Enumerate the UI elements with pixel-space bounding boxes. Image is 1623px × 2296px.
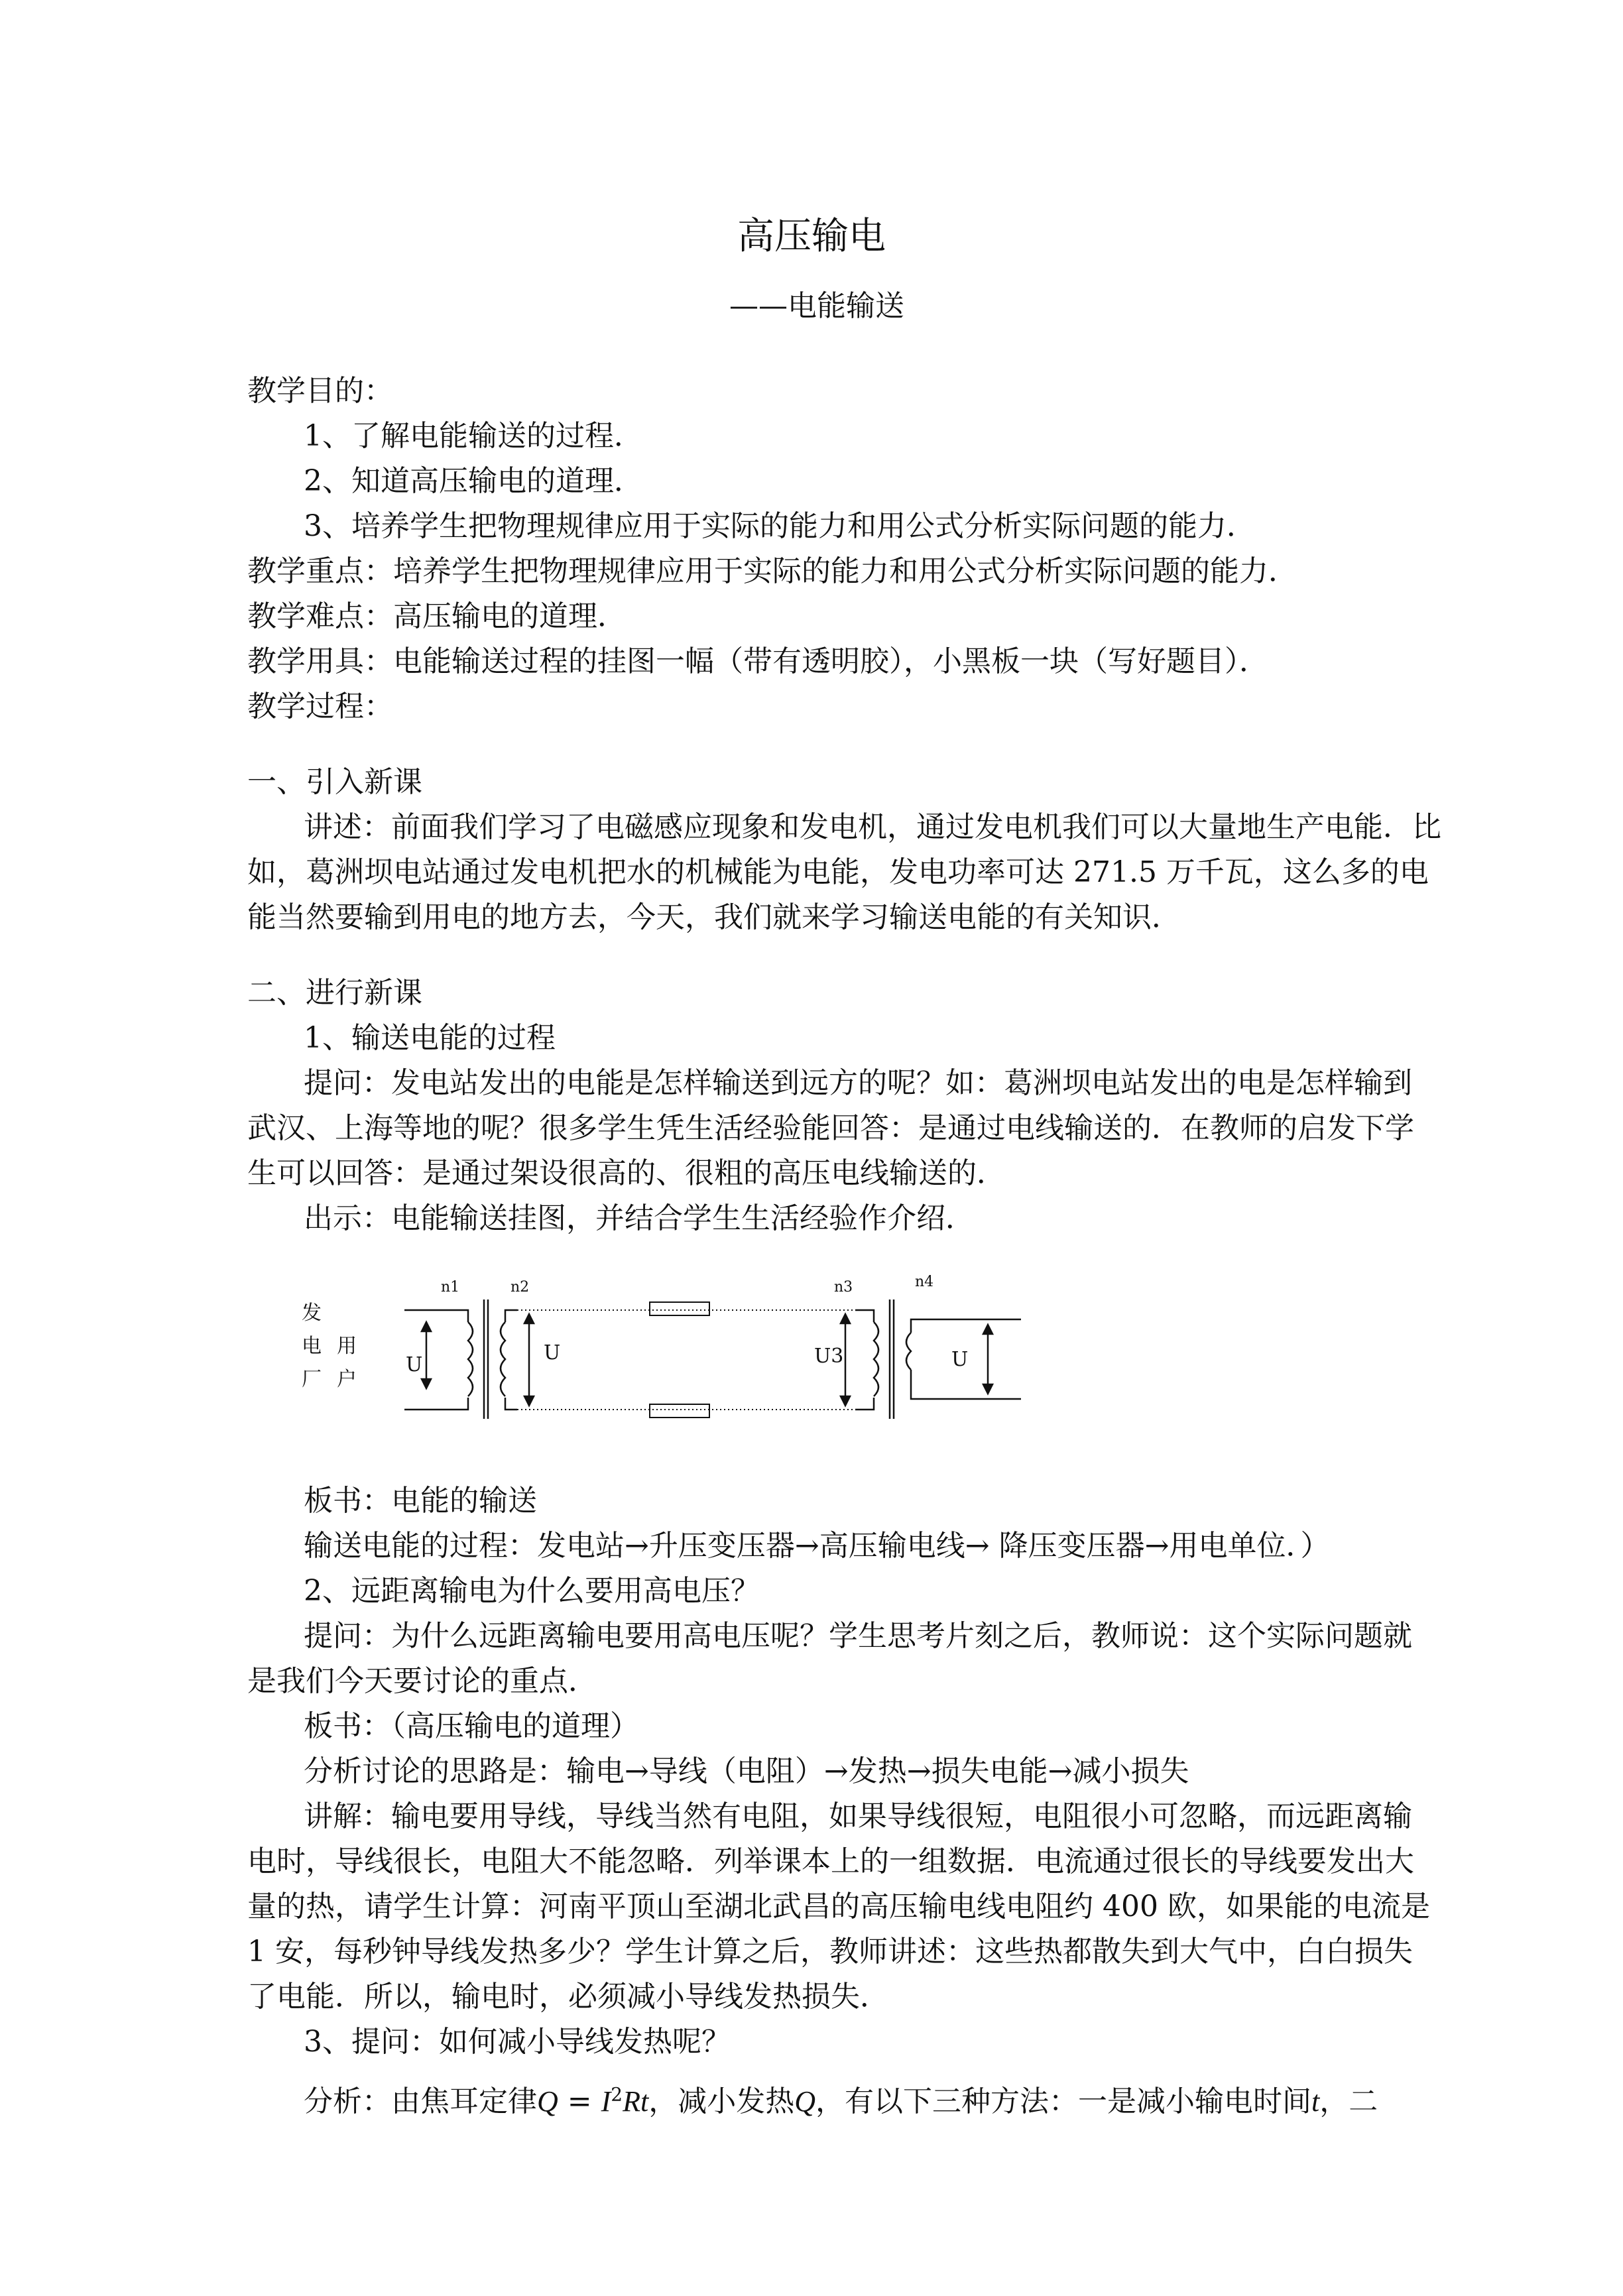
plant-label-2: 电 bbox=[302, 1335, 322, 1358]
resistor-top bbox=[650, 1302, 709, 1315]
paragraph-line: 1 安，每秒钟导线发热多少？学生计算之后，教师讲述：这些热都散失到大气中，白白损失 bbox=[247, 1935, 1413, 1968]
subsection-title: 1、输送电能的过程 bbox=[304, 1021, 556, 1055]
secondary-coil bbox=[906, 1333, 911, 1370]
secondary-wire-top bbox=[911, 1319, 1021, 1333]
paragraph-line: 武汉、上海等地的呢？很多学生凭生活经验能回答：是通过电线输送的．在教师的启发下学 bbox=[247, 1111, 1414, 1145]
objective-item: 1、了解电能输送的过程． bbox=[304, 419, 643, 453]
paragraph-line: 讲解：输电要用导线，导线当然有电阻，如果导线很短，电阻很小可忽略，而远距离输 bbox=[304, 1799, 1412, 1833]
process-heading: 教学过程： bbox=[247, 690, 393, 723]
transmission-diagram bbox=[292, 1260, 1041, 1459]
board-note: 板书：（高压输电的道理） bbox=[304, 1709, 639, 1743]
voltage-label-u1: U bbox=[406, 1353, 423, 1376]
secondary-coil bbox=[501, 1322, 505, 1396]
analysis-chain: 分析讨论的思路是：输电→导线（电阻）→发热→损失电能→减小损失 bbox=[304, 1754, 1189, 1788]
tools: 教学用具：电能输送过程的挂图一幅（带有透明胶），小黑板一块（写好题目）． bbox=[247, 644, 1268, 678]
formula-q: Q bbox=[537, 2085, 558, 2118]
n4-label: n4 bbox=[915, 1274, 934, 1290]
board-note: 板书：电能的输送 bbox=[304, 1484, 537, 1518]
paragraph-line: 量的热，请学生计算：河南平顶山至湖北武昌的高压输电线电阻约 400 欧，如果能的电流是 bbox=[247, 1890, 1430, 1923]
heat-q: Q bbox=[794, 2085, 815, 2118]
paragraph-line: 能当然要输到用电的地方去，今天，我们就来学习输送电能的有关知识． bbox=[247, 900, 1181, 934]
n2-label: n2 bbox=[511, 1279, 530, 1296]
n1-label: n1 bbox=[441, 1279, 460, 1296]
page-subtitle: ——电能输送 bbox=[729, 289, 904, 323]
secondary-wire-bottom bbox=[505, 1398, 517, 1410]
analysis-middle: ，减小发热 bbox=[648, 2085, 795, 2118]
analysis-after-q: ，有以下三种方法：一是减小输电时间 bbox=[815, 2085, 1311, 2118]
paragraph-line: 出示：电能输送挂图，并结合学生生活经验作介绍． bbox=[304, 1201, 975, 1235]
arrow-head bbox=[983, 1384, 992, 1394]
primary-wire-top bbox=[404, 1310, 468, 1322]
objective-item: 2、知道高压输电的道理． bbox=[304, 464, 643, 498]
voltage-label-u3: U3 bbox=[814, 1345, 844, 1368]
process-chain: 输送电能的过程：发电站→升压变压器→高压输电线→ 降压变压器→用电单位．） bbox=[304, 1529, 1330, 1563]
paragraph-line: 讲述：前面我们学习了电磁感应现象和发电机，通过发电机我们可以大量地生产电能．比 bbox=[304, 810, 1441, 844]
paragraph-line: 如，葛洲坝电站通过发电机把水的机械能为电能，发电功率可达 271.5 万千瓦，这么多的电 bbox=[247, 855, 1429, 889]
step-down-transformer bbox=[855, 1299, 1021, 1419]
arrow-head bbox=[841, 1396, 850, 1406]
subsection-title: 3、提问：如何减小导线发热呢？ bbox=[304, 2025, 731, 2059]
primary-wire-top bbox=[855, 1310, 874, 1322]
secondary-wire-bottom bbox=[911, 1370, 1021, 1399]
line-resistors bbox=[650, 1302, 709, 1418]
voltage-label-u2: U bbox=[544, 1341, 561, 1364]
objective-item: 3、培养学生把物理规律应用于实际的能力和用公式分析实际问题的能力． bbox=[304, 509, 1256, 543]
user-label-1: 用 bbox=[337, 1335, 357, 1358]
paragraph-line: 是我们今天要讨论的重点． bbox=[247, 1664, 597, 1698]
analysis-prefix: 分析：由焦耳定律 bbox=[304, 2085, 537, 2118]
formula-exponent: 2 bbox=[611, 2083, 623, 2106]
plant-label-3: 厂 bbox=[302, 1368, 322, 1391]
paragraph-line: 电时，导线很长，电阻大不能忽略．列举课本上的一组数据．电流通过很长的导线要发出大 bbox=[247, 1844, 1414, 1878]
section2-heading: 二、进行新课 bbox=[247, 976, 422, 1010]
key-point: 教学重点：培养学生把物理规律应用于实际的能力和用公式分析实际问题的能力． bbox=[247, 554, 1297, 588]
page-title: 高压输电 bbox=[737, 215, 886, 258]
arrow-head bbox=[422, 1379, 431, 1388]
paragraph-line: 提问：为什么远距离输电要用高电压呢？学生思考片刻之后，教师说：这个实际问题就 bbox=[304, 1619, 1412, 1653]
arrow-head bbox=[524, 1314, 534, 1323]
paragraph-line: 了电能．所以，输电时，必须减小导线发热损失． bbox=[247, 1980, 889, 2014]
arrow-head bbox=[422, 1322, 431, 1331]
formula-equals: = bbox=[558, 2085, 601, 2118]
primary-coil bbox=[468, 1322, 473, 1396]
formula-i: I bbox=[601, 2085, 611, 2118]
arrow-head bbox=[983, 1325, 992, 1334]
primary-wire-bottom bbox=[404, 1398, 468, 1410]
transmission-lines bbox=[517, 1310, 855, 1410]
objectives-heading: 教学目的： bbox=[247, 374, 393, 408]
paragraph-line: 生可以回答：是通过架设很高的、很粗的高压电线输送的． bbox=[247, 1156, 1006, 1190]
arrow-head bbox=[841, 1314, 850, 1323]
primary-coil bbox=[874, 1322, 878, 1396]
n3-label: n3 bbox=[834, 1279, 853, 1296]
resistor-bottom bbox=[650, 1404, 709, 1418]
arrow-head bbox=[524, 1396, 534, 1406]
formula-rt: Rt bbox=[623, 2085, 649, 2118]
primary-wire-bottom bbox=[855, 1398, 874, 1410]
paragraph-line: 提问：发电站发出的电能是怎样输送到远方的呢？如：葛洲坝电站发出的电是怎样输到 bbox=[304, 1066, 1412, 1100]
subsection-title: 2、远距离输电为什么要用高电压？ bbox=[304, 1574, 760, 1608]
secondary-wire-top bbox=[505, 1310, 517, 1322]
plant-label-1: 发 bbox=[302, 1301, 322, 1325]
time-t: t bbox=[1311, 2085, 1320, 2118]
user-label-2: 户 bbox=[337, 1368, 357, 1391]
voltage-label-u4: U bbox=[951, 1348, 969, 1371]
difficulty: 教学难点：高压输电的道理． bbox=[247, 599, 627, 633]
section1-heading: 一、引入新课 bbox=[247, 765, 422, 799]
analysis-end: ，二 bbox=[1319, 2085, 1378, 2118]
analysis-line bbox=[304, 2082, 1394, 2122]
